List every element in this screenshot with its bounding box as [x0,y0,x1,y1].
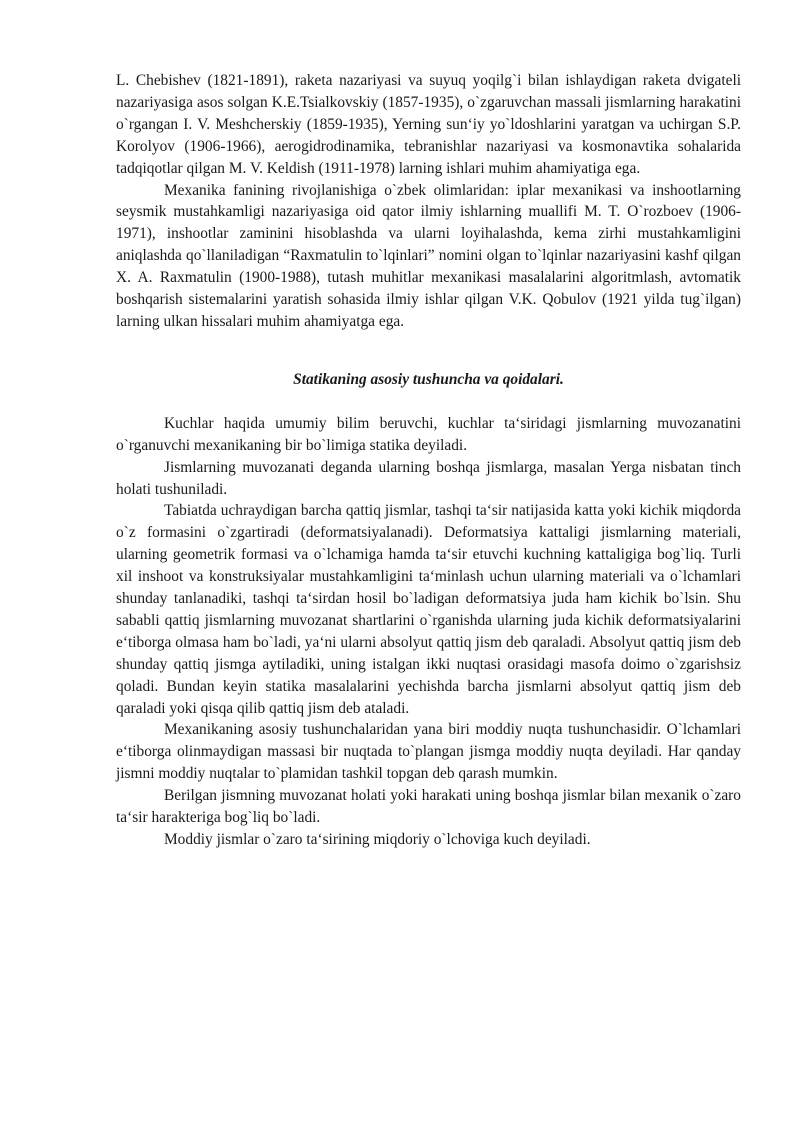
document-page [116,70,741,851]
section-title: Statikaning asosiy tushuncha va qoidalari. [293,370,564,388]
section-paragraph-5: Berilgan jismning muvozanat holati yoki harakati uning boshqa jismlar bilan mexanik o`zaro ta‘sir harakteriga bog`liq bo`ladi. [116,787,741,827]
section-paragraph-1: Kuchlar haqida umumiy bilim beruvchi, kuchlar ta‘siridagi jismlarning muvozanatini o`rganuvchi mexanikaning bir bo`limiga statika deyiladi. [116,414,741,454]
section-paragraph-2: Jismlarning muvozanati deganda ularning boshqa jismlarga, masalan Yerga nisbatan tinch holati tushuniladi. [116,458,741,498]
section-paragraph-6: Moddiy jismlar o`zaro ta‘sirining miqdoriy o`lchoviga kuch deyiladi. [164,831,591,848]
intro-paragraph-1: L. Chebishev (1821-1891), raketa nazariyasi va suyuq yoqilg`i bilan ishlaydigan raketa dvigateli nazariyasiga asos solgan K.E.Tsialkovskiy (1857-1935), o`zgaruvchan massali jismlarning harakatini o`rgangan I. V. Meshcherskiy (1859-1935), Yerning sun‘iy yo`ldoshlarini yaratgan va uchirgan S.P. Korolyov (1906-1966), aerogidrodinamika, tebranishlar nazariyasi va kosmonavtika sohalarida tadqiqotlar qilgan M. V. Keldish (1911-1978) larning ishlari muhim ahamiyatiga ega. [116,72,741,177]
section-paragraph-3: Tabiatda uchraydigan barcha qattiq jismlar, tashqi ta‘sir natijasida katta yoki kichik miqdorda o`z formasini o`zgartiradi (deformatsiyalanadi). Deformatsiya kattaligi jismlarning materiali, ularning geometrik formasi va o`lchamiga hamda ta‘sir etuvchi kuchning kattaligiga bog`liq. Turli xil inshoot va konstruksiyalar mustahkamligini ta‘minlash uchun ularning materiali va o`lchamlari shunday tanlanadiki, tashqi ta‘sirdan hosil bo`ladigan deformatsiya juda ham kichik bo`lsin. Shu sababli qattiq jismlarning muvozanat shartlarini o`rganishda ularning juda kichik deformatsiyalarini e‘tiborga olmasa ham bo`ladi, ya‘ni ularni absolyut qattiq jism deb qaraladi. Absolyut qattiq jism deb shunday qattiq jismga aytiladiki, uning istalgan ikki nuqtasi orasidagi masofa doimo o`zgarishsiz qoladi. Bundan keyin statika masalalarini yechishda barcha jismlarni absolyut qattiq jism deb qaraladi yoki qisqa qilib qattiq jism deb ataladi. [116,502,741,717]
intro-paragraph-2: Mexanika fanining rivojlanishiga o`zbek olimlaridan: iplar mexanikasi va inshootlarning seysmik mustahkamligi nazariyasiga oid qator ilmiy ishlarning muallifi M. T. O`rozboev (1906-1971), inshootlar zaminini hisoblashda va ularni loyihalashda, kema zirhi mustahkamligini aniqlashda qo`llaniladigan “Raxmatulin to`lqinlari” nomini olgan to`lqinlar nazariyasini kashf qilgan X. A. Raxmatulin (1900-1988), tutash muhitlar mexanikasi masalalarini algoritmlash, avtomatik boshqarish sistemalarini yaratish sohasida ilmiy ishlar qilgan V.K. Qobulov (1921 yilda tug`ilgan) larning ulkan hissalari muhim ahamiyatga ega. [116,181,741,330]
section-paragraph-4: Mexanikaning asosiy tushunchalaridan yana biri moddiy nuqta tushunchasidir. O`lchamlari e‘tiborga olinmaydigan massasi bir nuqtada to`plangan jismga moddiy nuqta deyiladi. Har qanday jismni moddiy nuqtalar to`plamidan tashkil topgan deb qarash mumkin. [116,721,741,783]
